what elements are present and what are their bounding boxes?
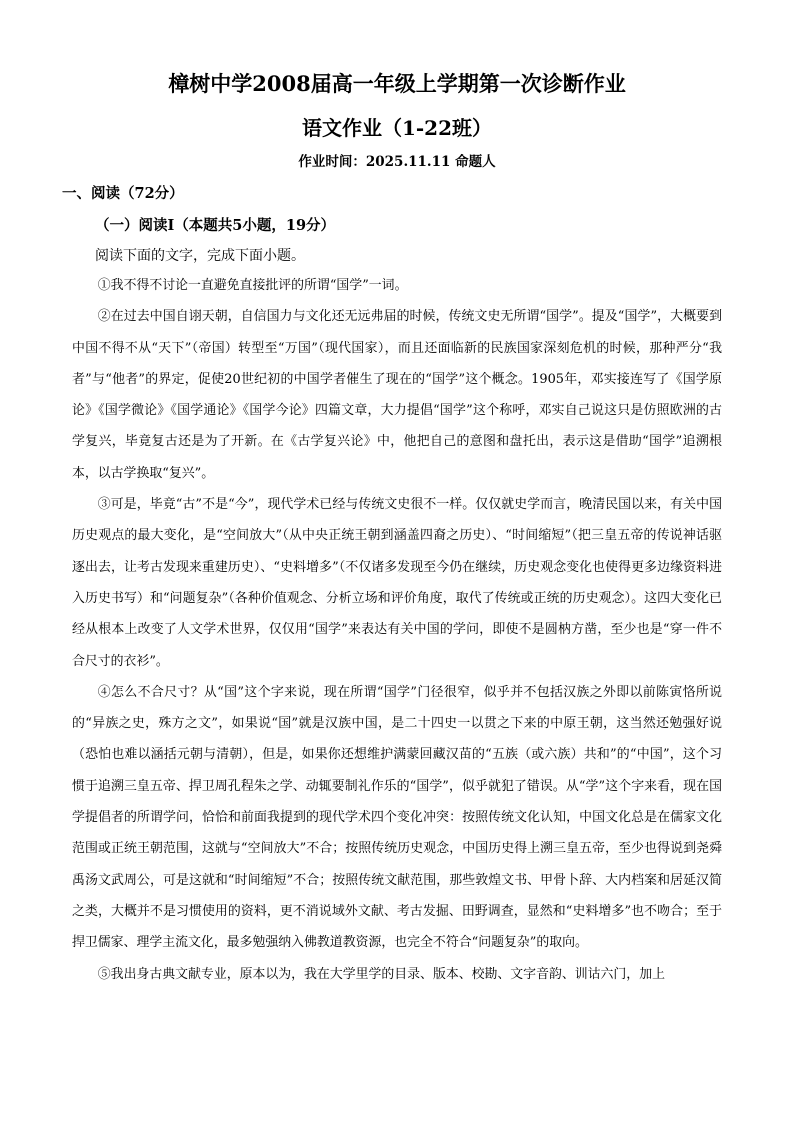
paragraph-3: ③可是，毕竟“古”不是“今”，现代学术已经与传统文史很不一样。仅仅就史学而言，晚清民国以来，有关中国历史观点的最大变化，是“空间放大”（从中央正统王朝到涵盖四裔之历史）、“时间缩短”（把三皇五帝的传说神话驱逐出去，让考古发现来重建历史）、“史料增多”（不仅诸多发现至今仍在继续，历史观念变化也使得更多边缘资料进入历史书写）和“问题复杂”（各种价值观念、分析立场和评价角度，取代了传统或正统的历史观念）。这四大变化已经从根本上改变了人文学术世界，仅仅用“国学”来表达有关中国的学问，即使不是圆枘方凿，至少也是“穿一件不合尺寸的衣衫”。 [72, 497, 722, 669]
reading-passage [72, 270, 722, 990]
document-meta: 作业时间：2025.11.11 命题人 [298, 154, 496, 170]
document-title: 樟树中学2008届高一年级上学期第一次诊断作业 [168, 71, 626, 96]
section-heading: 一、阅读（72分） [62, 185, 184, 202]
subsection-heading: （一）阅读Ⅰ（本题共5小题，19分） [95, 217, 336, 234]
paragraph-5: ⑤我出身古典文献专业，原本以为，我在大学里学的目录、版本、校勘、文字音韵、训诂六门，加上 [97, 966, 665, 982]
paragraph-2: ②在过去中国自诩天朝，自信国力与文化还无远弗届的时候，传统文史无所谓“国学”。提及“国学”，大概要到中国不得不从“天下”（帝国）转型至“万国”（现代国家），而且还面临新的民族国家深刻危机的时候，那种严分“我者”与“他者”的界定，促使20世纪初的中国学者催生了现在的“国学”这个概念。1905年，邓实接连写了《国学原论》《国学微论》《国学通论》《国学今论》四篇文章，大力提倡“国学”这个称呼，邓实自己说这只是仿照欧洲的古学复兴，毕竟复古还是为了开新。在《古学复兴论》中，他把自己的意图和盘托出，表示这是借助“国学”追溯根本，以古学换取“复兴”。 [72, 309, 722, 481]
paragraph-4: ④怎么不合尺寸？从“国”这个字来说，现在所谓“国学”门径很窄，似乎并不包括汉族之外即以前陈寅恪所说的“异族之史，殊方之文”，如果说“国”就是汉族中国，是二十四史一以贯之下来的中原王朝，这当然还勉强好说（恐怕也难以涵括元朝与清朝），但是，如果你还想维护满蒙回藏汉苗的“五族（或六族）共和”的“中国”，这个习惯于追溯三皇五帝、捍卫周孔程朱之学、动辄要制礼作乐的“国学”，似乎就犯了错误。从“学”这个字来看，现在国学提倡者的所谓学问，恰恰和前面我提到的现代学术四个变化冲突：按照传统文化认知，中国文化总是在儒家文化范围或正统王朝范围，这就与“空间放大”不合；按照传统历史观念，中国历史得上溯三皇五帝，至少也得说到尧舜禹汤文武周公，可是这就和“时间缩短”不合；按照传统文献范围，那些敦煌文书、甲骨卜辞、大内档案和居延汉简之类，大概并不是习惯使用的资料，更不消说域外文献、考古发掘、田野调查，显然和“史料增多”也不吻合；至于捍卫儒家、理学主流文化，最多勉强纳入佛教道教资源，也完全不符合“问题复杂”的取向。 [72, 684, 722, 951]
reading-instruction: 阅读下面的文字，完成下面小题。 [95, 248, 305, 264]
document-subtitle: 语文作业（1-22班） [301, 116, 493, 140]
paragraph-1: ①我不得不讨论一直避免直接批评的所谓“国学”一词。 [97, 278, 408, 293]
